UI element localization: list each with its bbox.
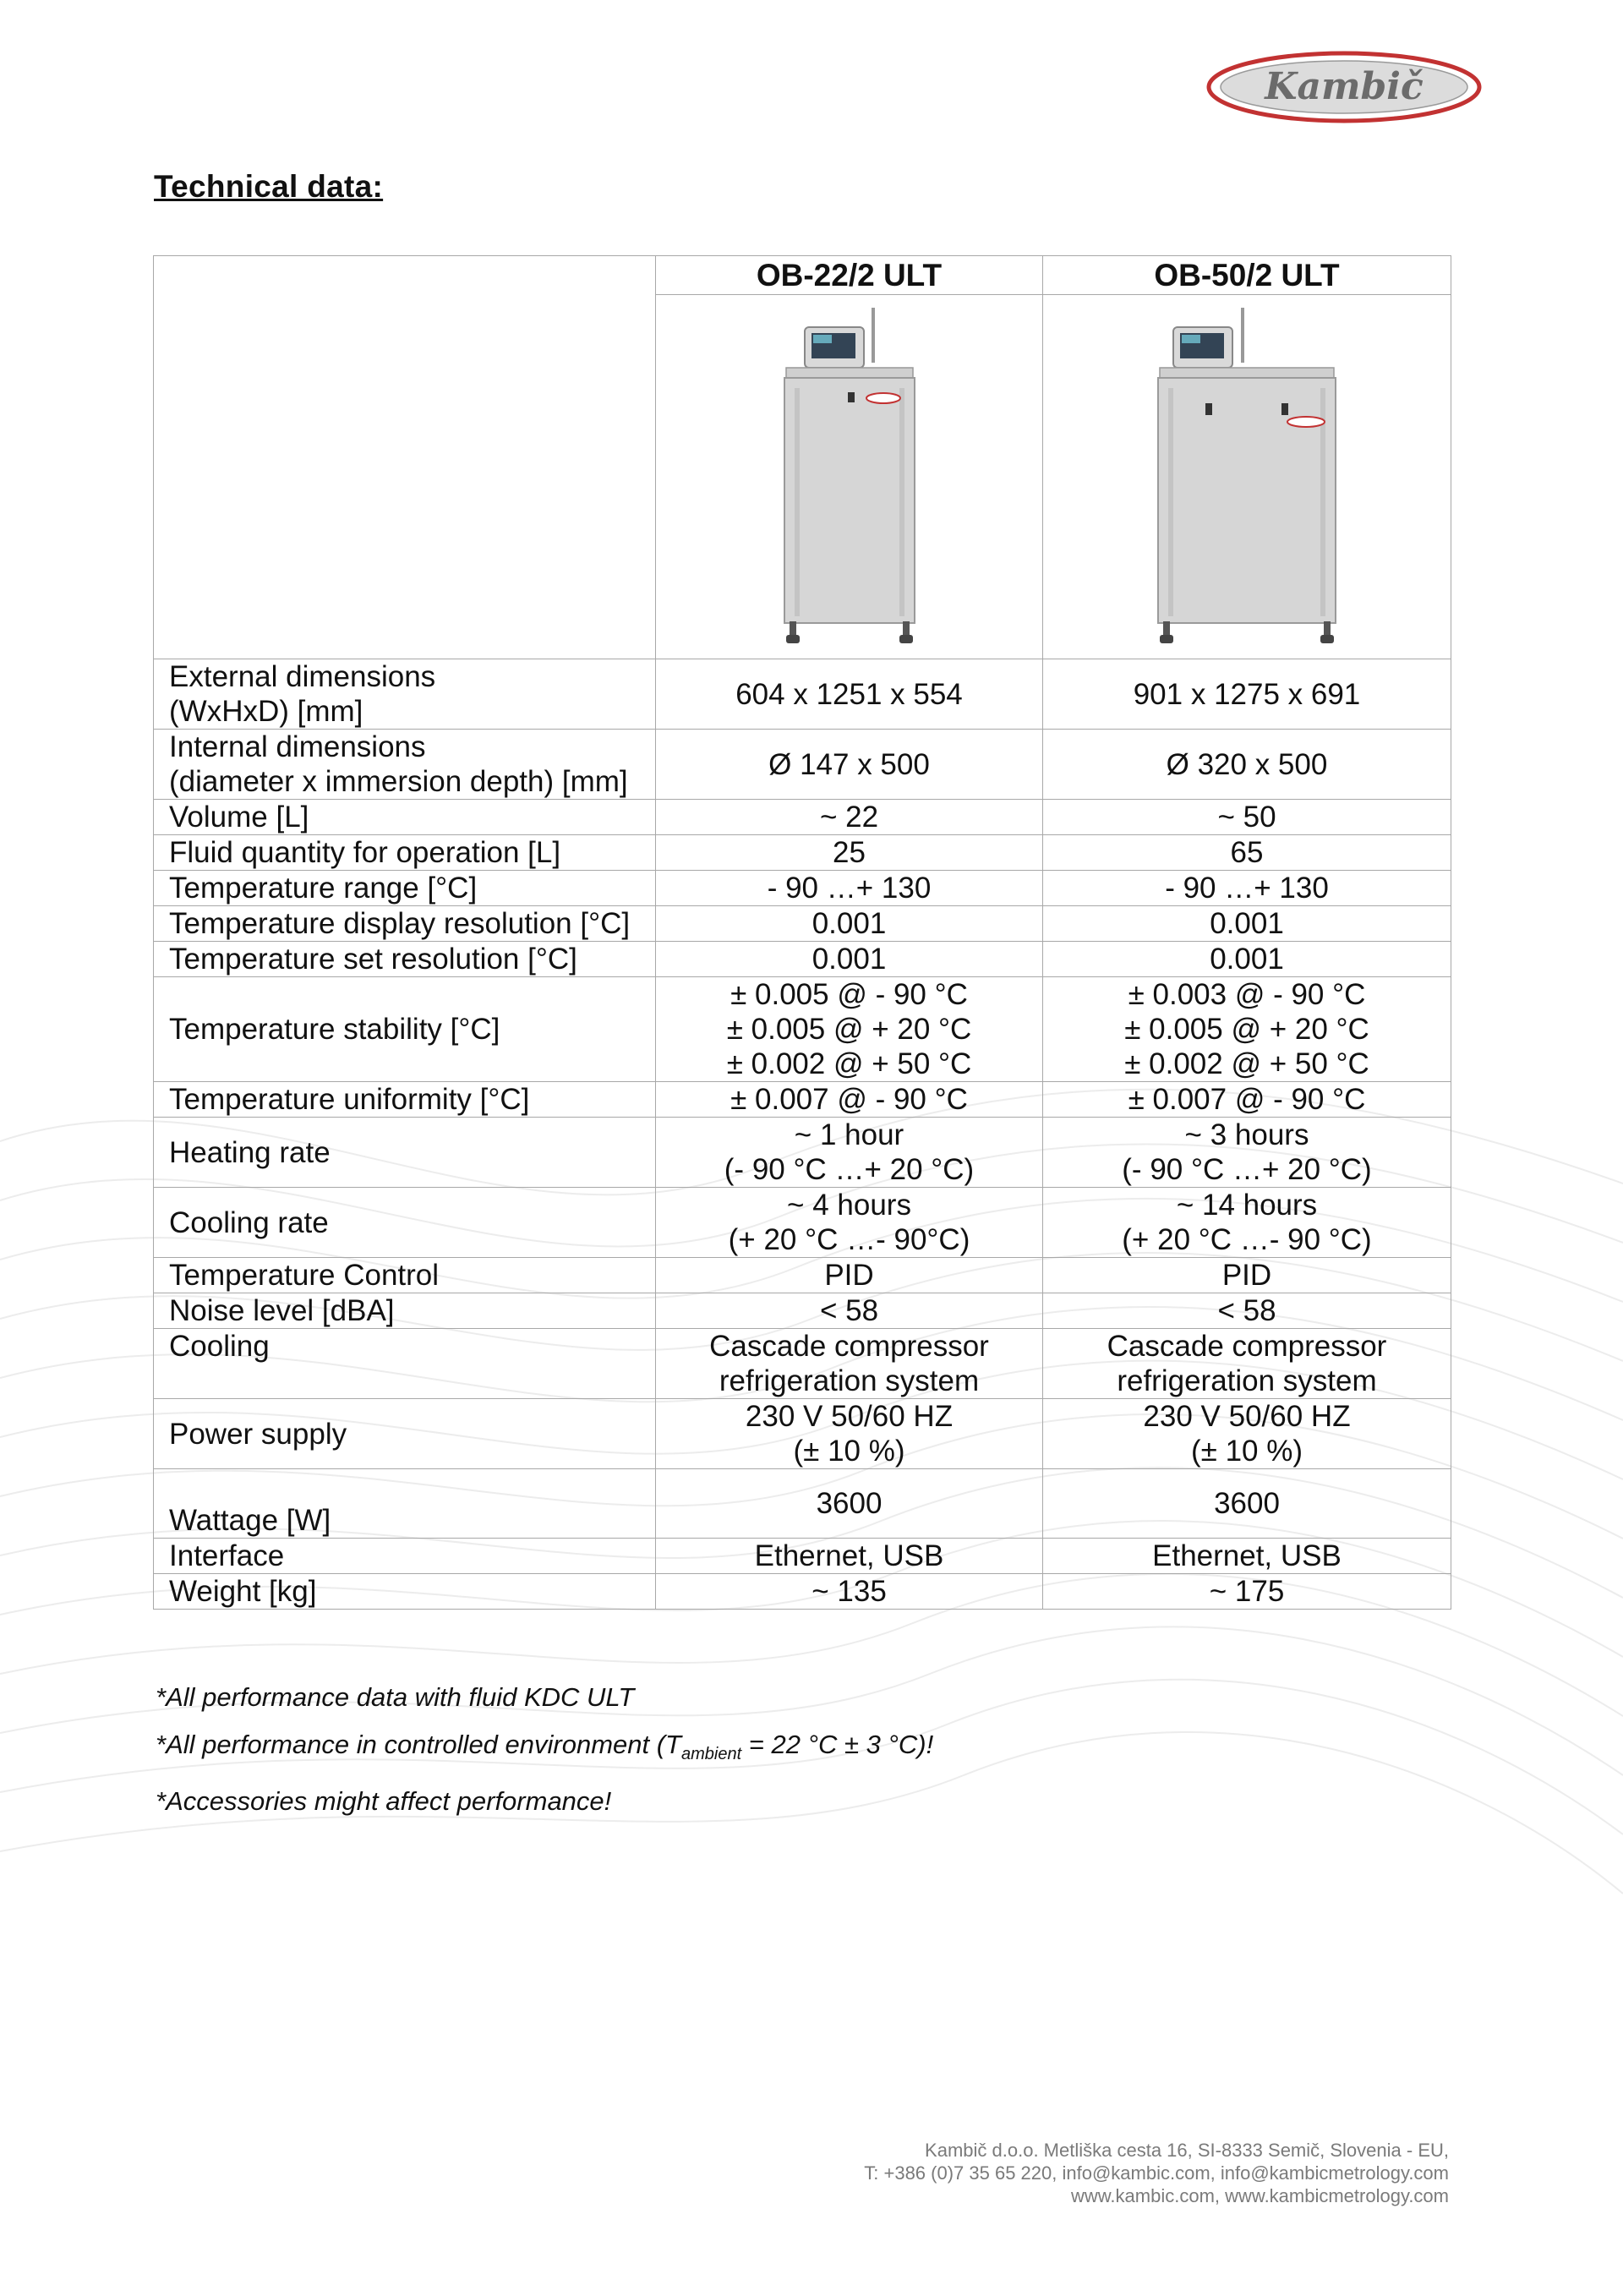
spec-value-ob-50-line: < 58 [1217,1294,1276,1327]
spec-value-ob-50-line: (- 90 °C …+ 20 °C) [1122,1153,1372,1186]
column-header-ob-22: OB-22/2 ULT [656,256,1043,295]
spec-value-ob-50 [1043,1118,1451,1188]
table-row [154,977,1451,1082]
spec-value-ob-22-line: refrigeration system [719,1364,980,1397]
spec-value-ob-50-line: Ø 320 x 500 [1166,747,1328,781]
kambic-logo [1205,46,1484,127]
spec-value-ob-22 [656,1258,1043,1293]
spec-value-ob-22 [656,730,1043,800]
spec-value-ob-22 [656,1469,1043,1539]
spec-value-ob-50 [1043,871,1451,906]
table-row [154,835,1451,871]
spec-value-ob-22-line: - 90 …+ 130 [767,872,932,905]
column-header-ob-50: OB-50/2 ULT [1043,256,1451,295]
spec-value-ob-50-line: - 90 …+ 130 [1165,872,1329,905]
spec-label-line: Cooling rate [169,1205,329,1239]
spec-label-line: Weight [kg] [169,1575,317,1608]
spec-value-ob-50-line: 901 x 1275 x 691 [1133,677,1361,711]
spec-label-line: Wattage [W] [169,1504,331,1537]
logo-text: Kambič [1265,65,1424,108]
spec-label-line: External dimensions [169,660,436,693]
footnote-fluid: *All performance data with fluid KDC ULT [156,1682,635,1712]
spec-label [154,906,656,942]
thermostat-unit-image [1150,303,1344,650]
footer-websites: www.kambic.com, www.kambicmetrology.com [1070,2185,1449,2206]
technical-data-table [153,255,1451,1610]
product-image-ob-22 [656,295,1043,659]
spec-value-ob-22-line: (- 90 °C …+ 20 °C) [724,1153,975,1186]
spec-value-ob-22-line: 604 x 1251 x 554 [735,677,963,711]
spec-value-ob-22-line: ~ 4 hours [787,1189,911,1222]
spec-value-ob-22-line: ± 0.007 @ - 90 °C [730,1083,968,1116]
spec-value-ob-50 [1043,835,1451,871]
table-row [154,1539,1451,1574]
spec-label [154,1258,656,1293]
spec-value-ob-22 [656,977,1043,1082]
spec-label [154,1539,656,1574]
spec-label-line: Temperature display resolution [°C] [169,907,631,940]
spec-value-ob-50 [1043,1469,1451,1539]
spec-value-ob-22 [656,1329,1043,1399]
spec-label-line: Temperature stability [°C] [169,1013,500,1046]
table-row [154,1082,1451,1118]
table-row [154,906,1451,942]
spec-value-ob-50-line: 0.001 [1210,907,1284,940]
spec-label-line: Temperature uniformity [°C] [169,1083,530,1116]
table-row [154,1399,1451,1469]
spec-value-ob-50 [1043,1082,1451,1118]
spec-value-ob-50-line: ~ 14 hours [1176,1189,1318,1222]
spec-value-ob-22 [656,942,1043,977]
spec-value-ob-22-line: 3600 [816,1487,883,1520]
spec-label [154,1118,656,1188]
spec-value-ob-50 [1043,1399,1451,1469]
spec-value-ob-22-line: ~ 1 hour [794,1118,904,1151]
spec-value-ob-22-line: PID [824,1259,874,1292]
spec-value-ob-50-line: ± 0.003 @ - 90 °C [1128,978,1366,1011]
spec-value-ob-22 [656,659,1043,730]
spec-value-ob-50-line: ~ 175 [1209,1575,1285,1608]
spec-label [154,1329,656,1399]
table-row [154,942,1451,977]
spec-value-ob-22-line: 25 [833,836,866,869]
spec-label-line: Volume [L] [169,801,309,834]
spec-value-ob-22 [656,1293,1043,1329]
spec-label [154,800,656,835]
spec-label-line: Internal dimensions [169,730,426,763]
spec-value-ob-50-line: (± 10 %) [1190,1435,1303,1468]
footer-address: Kambič d.o.o. Metliška cesta 16, SI-8333 Semič, Slovenia - EU, [925,2140,1449,2161]
spec-label [154,835,656,871]
spec-label [154,730,656,800]
spec-value-ob-22 [656,835,1043,871]
header-empty-cell [154,256,656,659]
spec-value-ob-50-line: ± 0.005 @ + 20 °C [1124,1013,1369,1046]
thermostat-unit-image [769,303,930,650]
footnote-accessories: *Accessories might affect performance! [156,1786,612,1817]
spec-value-ob-50-line: Cascade compressor [1107,1330,1387,1363]
spec-value-ob-22-line: ± 0.002 @ + 50 °C [726,1047,972,1080]
spec-value-ob-50-line: 0.001 [1210,943,1284,976]
spec-value-ob-22-line: ~ 22 [819,801,879,834]
spec-value-ob-50 [1043,730,1451,800]
spec-value-ob-50 [1043,1293,1451,1329]
spec-label-line: Interface [169,1539,285,1572]
spec-label [154,1082,656,1118]
spec-label-line: Fluid quantity for operation [L] [169,836,561,869]
product-image-ob-50 [1043,295,1451,659]
spec-value-ob-50-line: (+ 20 °C …- 90 °C) [1122,1223,1372,1256]
spec-label-line: (WxHxD) [mm] [169,695,363,728]
spec-value-ob-22-line: ± 0.005 @ - 90 °C [730,978,968,1011]
spec-value-ob-22-line: 0.001 [812,943,887,976]
company-footer [864,2139,1449,2207]
spec-value-ob-22 [656,1399,1043,1469]
spec-value-ob-22-line: 0.001 [812,907,887,940]
table-row [154,1329,1451,1399]
spec-value-ob-22 [656,800,1043,835]
table-row [154,1293,1451,1329]
spec-label-line: Power supply [169,1417,347,1451]
footnotes [156,1682,933,1834]
spec-label-line: Heating rate [169,1135,331,1169]
spec-value-ob-22-line: ~ 135 [812,1575,887,1608]
spec-value-ob-50-line: ~ 3 hours [1184,1118,1309,1151]
spec-value-ob-50-line: ~ 50 [1217,801,1276,834]
spec-label-line: Noise level [dBA] [169,1294,395,1327]
spec-value-ob-50 [1043,1539,1451,1574]
spec-value-ob-50-line: Ethernet, USB [1152,1539,1342,1572]
spec-value-ob-22-line: (± 10 %) [793,1435,905,1468]
spec-value-ob-50 [1043,977,1451,1082]
spec-value-ob-22-line: Ethernet, USB [754,1539,944,1572]
spec-label [154,942,656,977]
spec-value-ob-50-line: PID [1221,1259,1272,1292]
spec-label-line: Temperature Control [169,1259,440,1292]
spec-rows [154,659,1451,1610]
spec-value-ob-22-line: (+ 20 °C …- 90°C) [728,1223,970,1256]
spec-value-ob-22 [656,906,1043,942]
spec-value-ob-50-line: refrigeration system [1117,1364,1377,1397]
spec-value-ob-22 [656,1118,1043,1188]
spec-label [154,977,656,1082]
spec-value-ob-22-line: Cascade compressor [709,1330,989,1363]
spec-value-ob-50-line: 65 [1230,836,1264,869]
spec-value-ob-22 [656,871,1043,906]
table-row [154,1118,1451,1188]
spec-value-ob-50 [1043,1258,1451,1293]
spec-label [154,1574,656,1610]
table-row [154,871,1451,906]
table-row [154,1188,1451,1258]
header-row [154,256,1451,295]
spec-label [154,1188,656,1258]
table-row [154,800,1451,835]
spec-label [154,659,656,730]
spec-label [154,871,656,906]
table-row [154,1258,1451,1293]
table-row [154,1574,1451,1610]
spec-value-ob-22 [656,1539,1043,1574]
spec-value-ob-22-line: 230 V 50/60 HZ [745,1400,954,1433]
table-row [154,1469,1451,1539]
spec-value-ob-50-line: 3600 [1214,1487,1280,1520]
spec-label-line: Temperature set resolution [°C] [169,943,577,976]
footer-contact: T: +386 (0)7 35 65 220, info@kambic.com, info@kambicmetrology.com [864,2162,1449,2184]
spec-label [154,1469,656,1539]
footnote-environment: *All performance in controlled environment ($T_{ambient} = 22$ °C ± 3 °C)! [156,1730,934,1764]
spec-value-ob-22-line: Ø 147 x 500 [768,747,930,781]
spec-label [154,1293,656,1329]
spec-value-ob-22-line: ± 0.005 @ + 20 °C [726,1013,972,1046]
spec-label-line: (diameter x immersion depth) [mm] [169,765,628,798]
spec-label [154,1399,656,1469]
spec-label-line: Cooling [169,1330,270,1363]
spec-value-ob-50-line: ± 0.007 @ - 90 °C [1128,1083,1366,1116]
spec-value-ob-22 [656,1082,1043,1118]
table-row [154,659,1451,730]
spec-value-ob-50 [1043,942,1451,977]
spec-value-ob-50-line: 230 V 50/60 HZ [1143,1400,1351,1433]
spec-value-ob-22 [656,1574,1043,1610]
spec-value-ob-22 [656,1188,1043,1258]
spec-value-ob-50 [1043,906,1451,942]
spec-value-ob-50 [1043,800,1451,835]
spec-value-ob-50 [1043,1329,1451,1399]
spec-value-ob-50 [1043,659,1451,730]
spec-value-ob-50 [1043,1188,1451,1258]
spec-value-ob-22-line: < 58 [819,1294,879,1327]
spec-value-ob-50 [1043,1574,1451,1610]
spec-label-line: Temperature range [°C] [169,872,478,905]
table-row [154,730,1451,800]
spec-value-ob-50-line: ± 0.002 @ + 50 °C [1124,1047,1369,1080]
page-title: Technical data: [154,169,384,204]
